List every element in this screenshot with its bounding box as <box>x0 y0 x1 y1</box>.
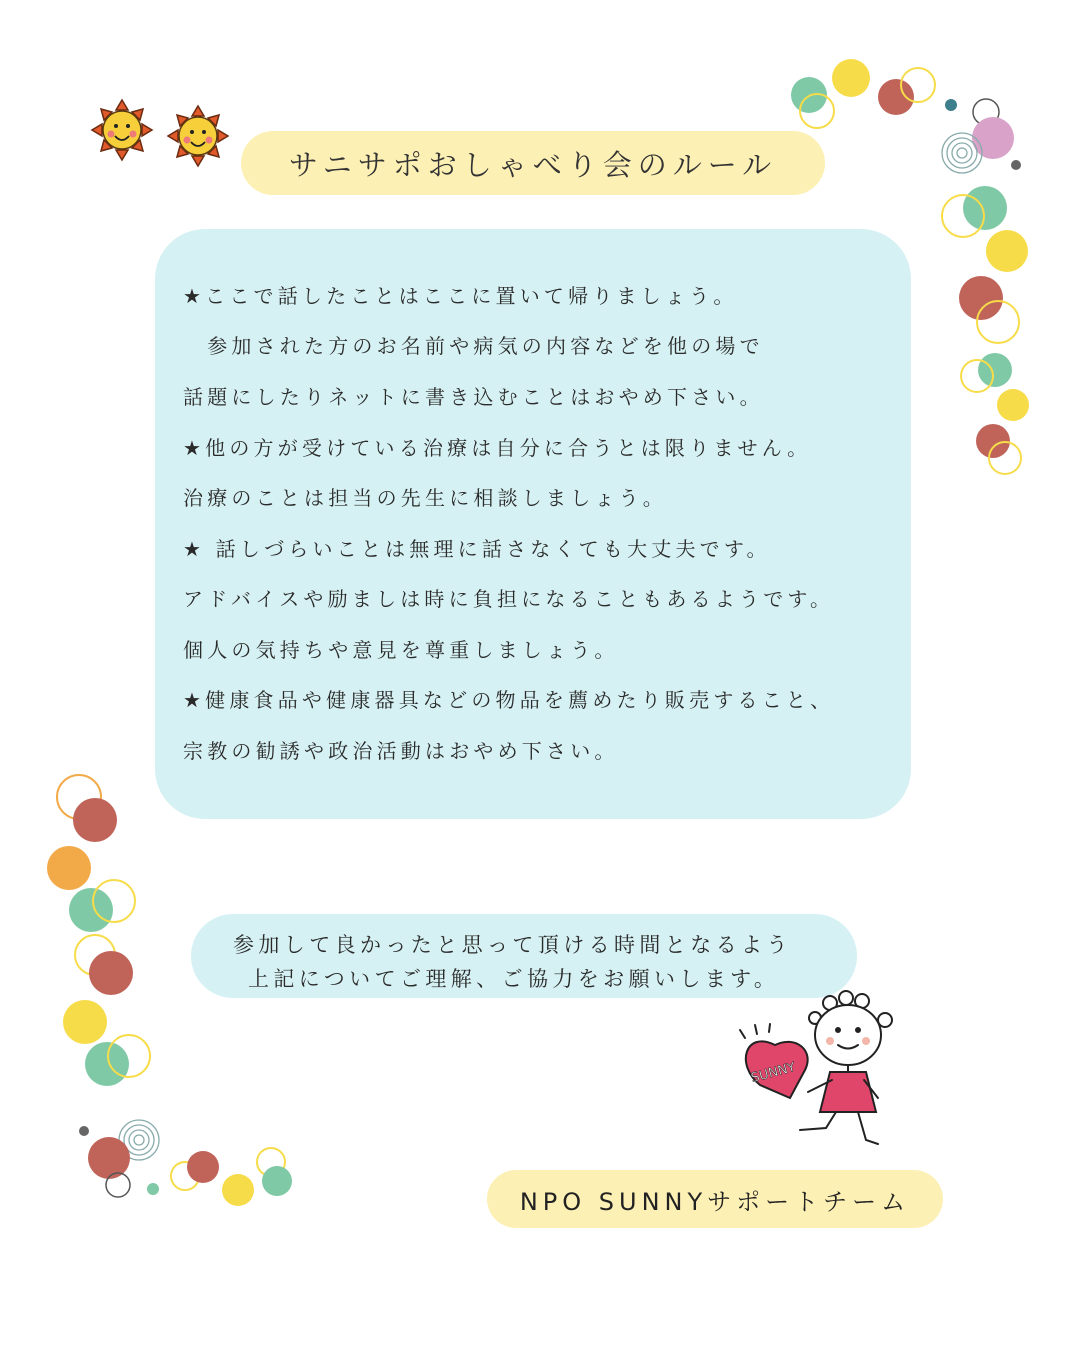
team-name: NPO SUNNYサポートチーム <box>519 1187 911 1216</box>
rule-line: ★健康食品や健康器具などの物品を薦めたり販売すること、 <box>183 688 835 712</box>
page-title: サニサポおしゃべり会のルール <box>288 147 778 182</box>
rule-line: ★他の方が受けている治療は自分に合うとは限りません。 <box>183 436 812 460</box>
rule-line: アドバイスや励ましは時に負担になることもあるようです。 <box>183 587 835 611</box>
rule-line: 治療のことは担当の先生に相談しましょう。 <box>183 486 667 510</box>
rule-line: 話題にしたりネットに書き込むことはおやめ下さい。 <box>183 385 764 409</box>
rule-line: ★ここで話したことはここに置いて帰りましょう。 <box>183 284 738 308</box>
team-banner <box>487 1170 943 1228</box>
rule-line: 個人の気持ちや意見を尊重しましょう。 <box>183 638 619 662</box>
closing-line-2: 上記についてご理解、ご協力をお願いします。 <box>248 967 780 991</box>
rule-line: ★ 話しづらいことは無理に話さなくても大丈夫です。 <box>183 537 771 561</box>
rule-line: 参加された方のお名前や病気の内容などを他の場で <box>183 334 764 358</box>
heart-label: SUNNY <box>749 1059 798 1087</box>
rule-line: 宗教の勧誘や政治活動はおやめ下さい。 <box>183 739 619 763</box>
heart-icon <box>746 1041 808 1098</box>
closing-line-1: 参加して良かったと思って頂ける時間となるよう <box>233 933 792 957</box>
